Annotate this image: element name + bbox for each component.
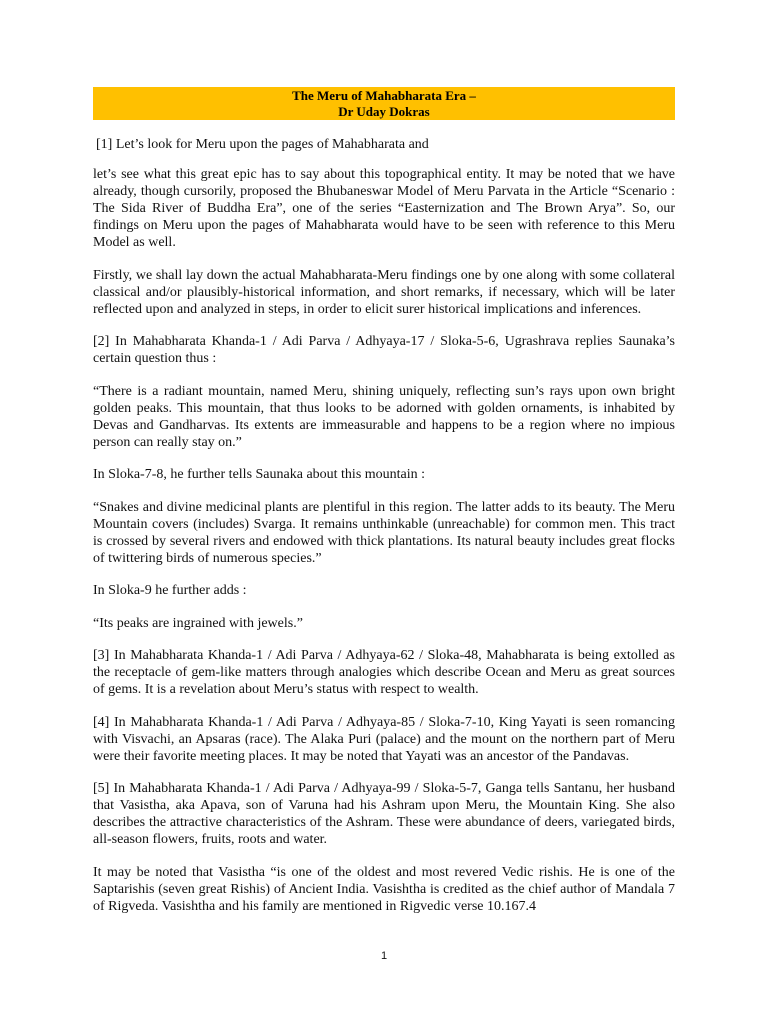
paragraph-11: [4] In Mahabharata Khanda-1 / Adi Parva / Adhyaya-85 / Sloka-7-10, King Yayati is seen romancing with Visvachi, an Apsaras (race). The Alaka Puri (palace) and the mount on the northern part of Meru were their favorite meeting places. It may be noted that Yayati was an ancestor of the Pandavas. [93, 714, 675, 764]
document-body [93, 136, 675, 930]
paragraph-1: [1] Let’s look for Meru upon the pages of Mahabharata and [96, 137, 429, 152]
paragraph-2: let’s see what this great epic has to say about this topographical entity. It may be noted that we have already, though cursorily, proposed the Bhubaneswar Model of Meru Parvata in the Article “Scenario : The Sida River of Buddha Era”, one of the series “Easternization and The Brown Arya”. So, our findings on Meru upon the pages of Mahabharata would have to be seen with reference to this Meru Model as well. [93, 167, 675, 250]
paragraph-4: [2] In Mahabharata Khanda-1 / Adi Parva / Adhyaya-17 / Sloka-5-6, Ugrashrava replies Saunaka’s certain question thus : [93, 334, 675, 366]
paragraph-13: It may be noted that Vasistha “is one of the oldest and most revered Vedic rishis. He is one of the Saptarishis (seven great Rishis) of Ancient India. Vasishtha is credited as the chief author of Mandala 7 of Rigveda. Vasishtha and his family are mentioned in Rigvedic verse 10.167.4 [93, 864, 675, 914]
paragraph-6: In Sloka-7-8, he further tells Saunaka about this mountain : [93, 467, 426, 482]
paragraph-5: “There is a radiant mountain, named Meru, shining uniquely, reflecting sun’s rays upon own bright golden peaks. This mountain, that thus looks to be adorned with golden ornaments, is inhabited by Devas and Gandharvas. Its extents are immeasurable and happens to be a region where no impious person can really stay on.” [93, 383, 675, 450]
document-title: The Meru of Mahabharata Era – [292, 87, 476, 103]
paragraph-10: [3] In Mahabharata Khanda-1 / Adi Parva / Adhyaya-62 / Sloka-48, Mahabharata is being extolled as the receptacle of gem-like matters through analogies which describe Ocean and Meru as great sources of gems. It is a revelation about Meru’s status with respect to wealth. [93, 648, 675, 697]
title-banner [93, 87, 675, 120]
page-number: 1 [380, 950, 388, 962]
paragraph-12: [5] In Mahabharata Khanda-1 / Adi Parva / Adhyaya-99 / Sloka-5-7, Ganga tells Santanu, her husband that Vasistha, aka Apava, son of Varuna had his Ashram upon Meru, the Mountain King. She also describes the attractive characteristics of the Ashram. These were abundance of deers, variegated birds, all-season flowers, fruits, roots and water. [93, 781, 675, 847]
document-author: Dr Uday Dokras [338, 103, 430, 119]
paragraph-7: “Snakes and divine medicinal plants are plentiful in this region. The latter adds to its beauty. The Meru Mountain covers (includes) Svarga. It remains unthinkable (unreachable) for common men. This tract is crossed by several rivers and endowed with thick plantations. Its natural beauty includes great flocks of twittering birds of numerous species.” [93, 499, 675, 566]
paragraph-8: In Sloka-9 he further adds : [93, 583, 247, 598]
paragraph-9: “Its peaks are ingrained with jewels.” [93, 615, 303, 631]
paragraph-3: Firstly, we shall lay down the actual Mahabharata-Meru findings one by one along with some collateral classical and/or plausibly-historical information, and short remarks, if necessary, which will be later reflected upon and analyzed in steps, in order to elicit surer historical implications and inferences. [93, 267, 675, 317]
